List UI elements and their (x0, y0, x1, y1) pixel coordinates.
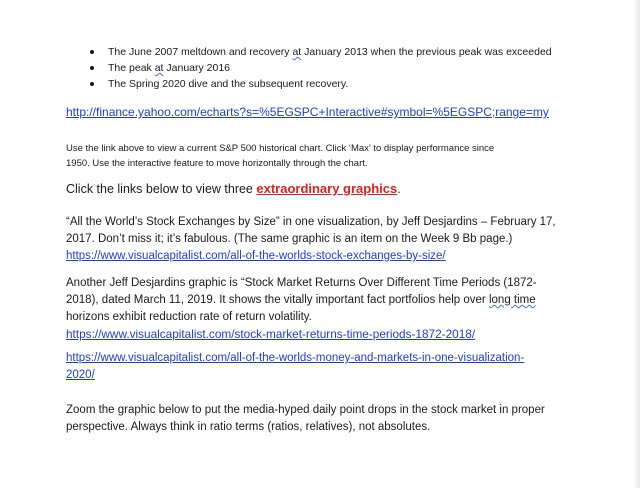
zoom-paragraph (66, 402, 566, 436)
yahoo-link-line (66, 105, 566, 119)
zoom-line2: perspective. Always think in ratio terms (ratios, relatives), not absolutes. (66, 421, 431, 433)
extraordinary-graphics-highlight: extraordinary graphics (256, 181, 398, 196)
bullet-item (88, 76, 552, 92)
stock-exchanges-line2: 2017. Don’t miss it; it’s fabulous. (The same graphic is an item on the Week 9 Bb page.) (66, 233, 513, 245)
money-markets-link-line2: 2020/ (66, 369, 95, 381)
yahoo-finance-link[interactable]: http://finance.yahoo.com/echarts?s=%5EGSPC+Interactive#symbol=%5EGSPC;range=my (66, 105, 549, 119)
returns-line2 (66, 292, 566, 309)
intro-text: Click the links below to view three (66, 182, 257, 196)
money-markets-link-line1: https://www.visualcapitalist.com/all-of-the-worlds-money-and-markets-in-one-visualization- (66, 352, 525, 364)
bullet-item (88, 44, 552, 60)
returns-line2-text: 2018), dated March 11, 2019. It shows the vitally important fact portfolios help over (66, 294, 489, 306)
spellcheck-mark: at (154, 62, 164, 74)
returns-link[interactable]: https://www.visualcapitalist.com/stock-market-returns-time-periods-1872-2018/ (66, 327, 476, 341)
money-markets-link-block (66, 350, 566, 384)
stock-exchanges-line1: “All the World’s Stock Exchanges by Size” in one visualization, by Jeff Desjardins – February 17, (66, 216, 556, 228)
intro-period: . (397, 182, 401, 196)
bullet-text: The June 2007 meltdown and recovery (108, 46, 293, 58)
zoom-line1: Zoom the graphic below to put the media-hyped daily point drops in the stock market in proper (66, 404, 545, 416)
returns-line1: Another Jeff Desjardins graphic is “Stock Market Returns Over Different Time Periods (1872- (66, 277, 537, 289)
bullet-text: The peak (108, 62, 155, 74)
returns-line3: horizons exhibit reduction rate of return volatility. (66, 311, 312, 323)
bullet-text-end: January 2013 when the previous peak was exceeded (301, 46, 552, 58)
graphics-intro (66, 181, 566, 196)
sp500-note (66, 141, 566, 171)
bullet-item (88, 60, 552, 76)
bullet-text-end: January 2016 (163, 62, 231, 74)
money-markets-link[interactable] (66, 352, 524, 381)
stock-exchanges-paragraph (66, 214, 566, 265)
sp500-note-line1: Use the link above to view a current S&P 500 historical chart. Click ‘Max’ to display performance since (66, 143, 495, 154)
returns-paragraph (66, 275, 566, 344)
bullet-list (88, 44, 552, 92)
spellcheck-mark: long time (488, 294, 536, 306)
stock-exchanges-link[interactable]: https://www.visualcapitalist.com/all-of-the-worlds-stock-exchanges-by-size/ (66, 250, 446, 262)
sp500-note-line2: 1950. Use the interactive feature to move horizontally through the chart. (66, 158, 368, 169)
spellcheck-mark: at (292, 46, 302, 58)
page-edge-shadow (632, 0, 640, 488)
bullet-text: The Spring 2020 dive and the subsequent recovery. (108, 78, 349, 90)
